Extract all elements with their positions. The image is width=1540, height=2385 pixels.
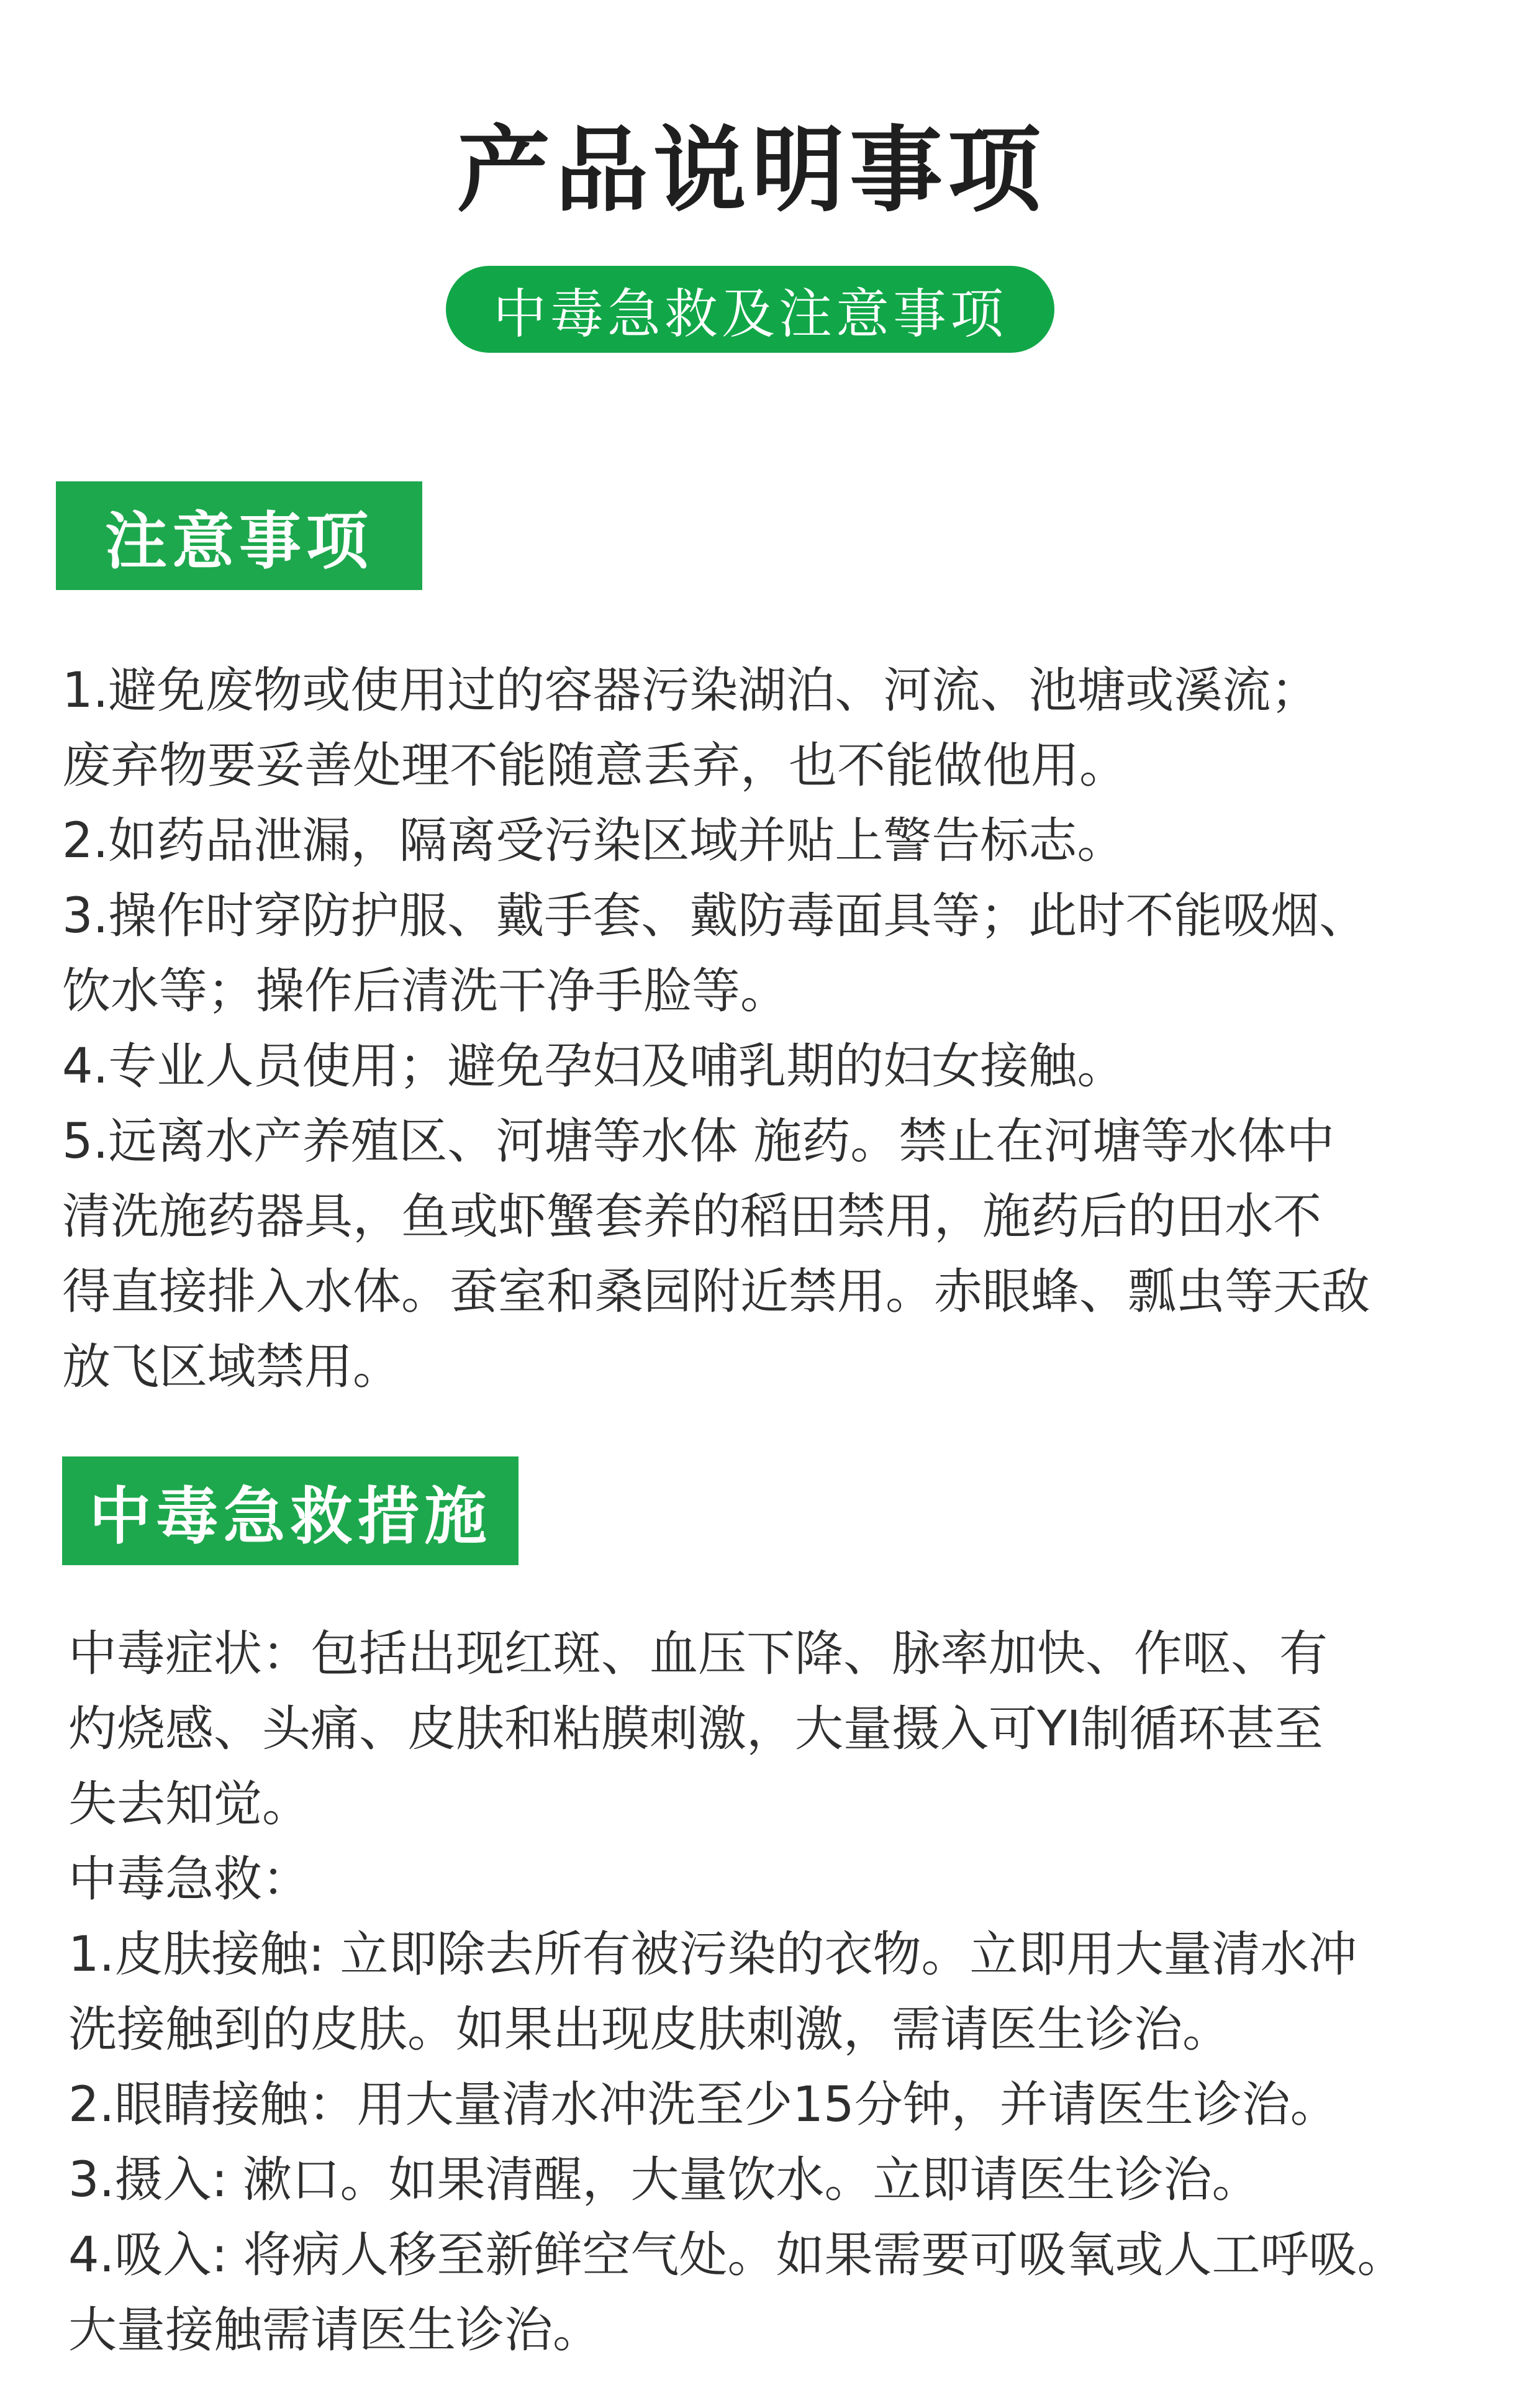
text-line: 饮水等；操作后清洗干净手脸等。	[62, 963, 789, 1019]
first-aid-body	[68, 1617, 1509, 2368]
section-header-precautions	[56, 481, 422, 590]
text-line: 中毒症状：包括出现红斑、血压下降、脉率加快、作呕、有	[68, 1626, 1328, 1682]
text-line: 1.皮肤接触: 立即除去所有被污染的衣物。立即用大量清水冲	[68, 1927, 1357, 1983]
text-line: 失去知觉。	[68, 1776, 311, 1832]
text-line: 4.专业人员使用；避免孕妇及哺乳期的妇女接触。	[62, 1038, 1126, 1094]
text-line: 清洗施药器具，鱼或虾蟹套养的稻田禁用，施药后的田水不	[62, 1189, 1322, 1245]
text-line: 中毒急救：	[68, 1851, 311, 1907]
subtitle-text: 中毒急救及注意事项	[493, 283, 1007, 345]
section-heading-text: 注意事项	[105, 504, 373, 578]
text-line: 放飞区域禁用。	[62, 1339, 402, 1395]
text-line: 2.眼睛接触：用大量清水冲洗至少15分钟，并请医生诊治。	[68, 2077, 1339, 2133]
text-line: 3.操作时穿防护服、戴手套、戴防毒面具等；此时不能吸烟、	[62, 888, 1368, 944]
text-line: 3.摄入: 漱口。如果清醒，大量饮水。立即请医生诊治。	[68, 2152, 1261, 2208]
text-line: 大量接触需请医生诊治。	[68, 2302, 602, 2358]
text-line: 1.避免废物或使用过的容器污染湖泊、河流、池塘或溪流；	[62, 663, 1320, 719]
text-line: 洗接触到的皮肤。如果出现皮肤刺激，需请医生诊治。	[68, 2002, 1231, 2058]
section-header-first-aid	[62, 1456, 519, 1565]
precautions-body	[62, 653, 1509, 1405]
text-line: 灼烧感、头痛、皮肤和粘膜刺激，大量摄入可YI制循环甚至	[68, 1701, 1323, 1757]
text-line: 得直接排入水体。蚕室和桑园附近禁用。赤眼蜂、瓢虫等天敌	[62, 1264, 1370, 1320]
subtitle-badge	[446, 266, 1054, 353]
text-line: 废弃物要妥善处理不能随意丢弃，也不能做他用。	[62, 738, 1128, 794]
text-line: 4.吸入: 将病人移至新鲜空气处。如果需要可吸氧或人工呼吸。	[68, 2227, 1406, 2283]
page-title: 产品说明事项	[456, 117, 1046, 225]
text-line: 5.远离水产养殖区、河塘等水体 施药。禁止在河塘等水体中	[62, 1114, 1335, 1170]
section-heading-text: 中毒急救措施	[89, 1479, 492, 1553]
text-line: 2.如药品泄漏，隔离受污染区域并贴上警告标志。	[62, 813, 1126, 869]
